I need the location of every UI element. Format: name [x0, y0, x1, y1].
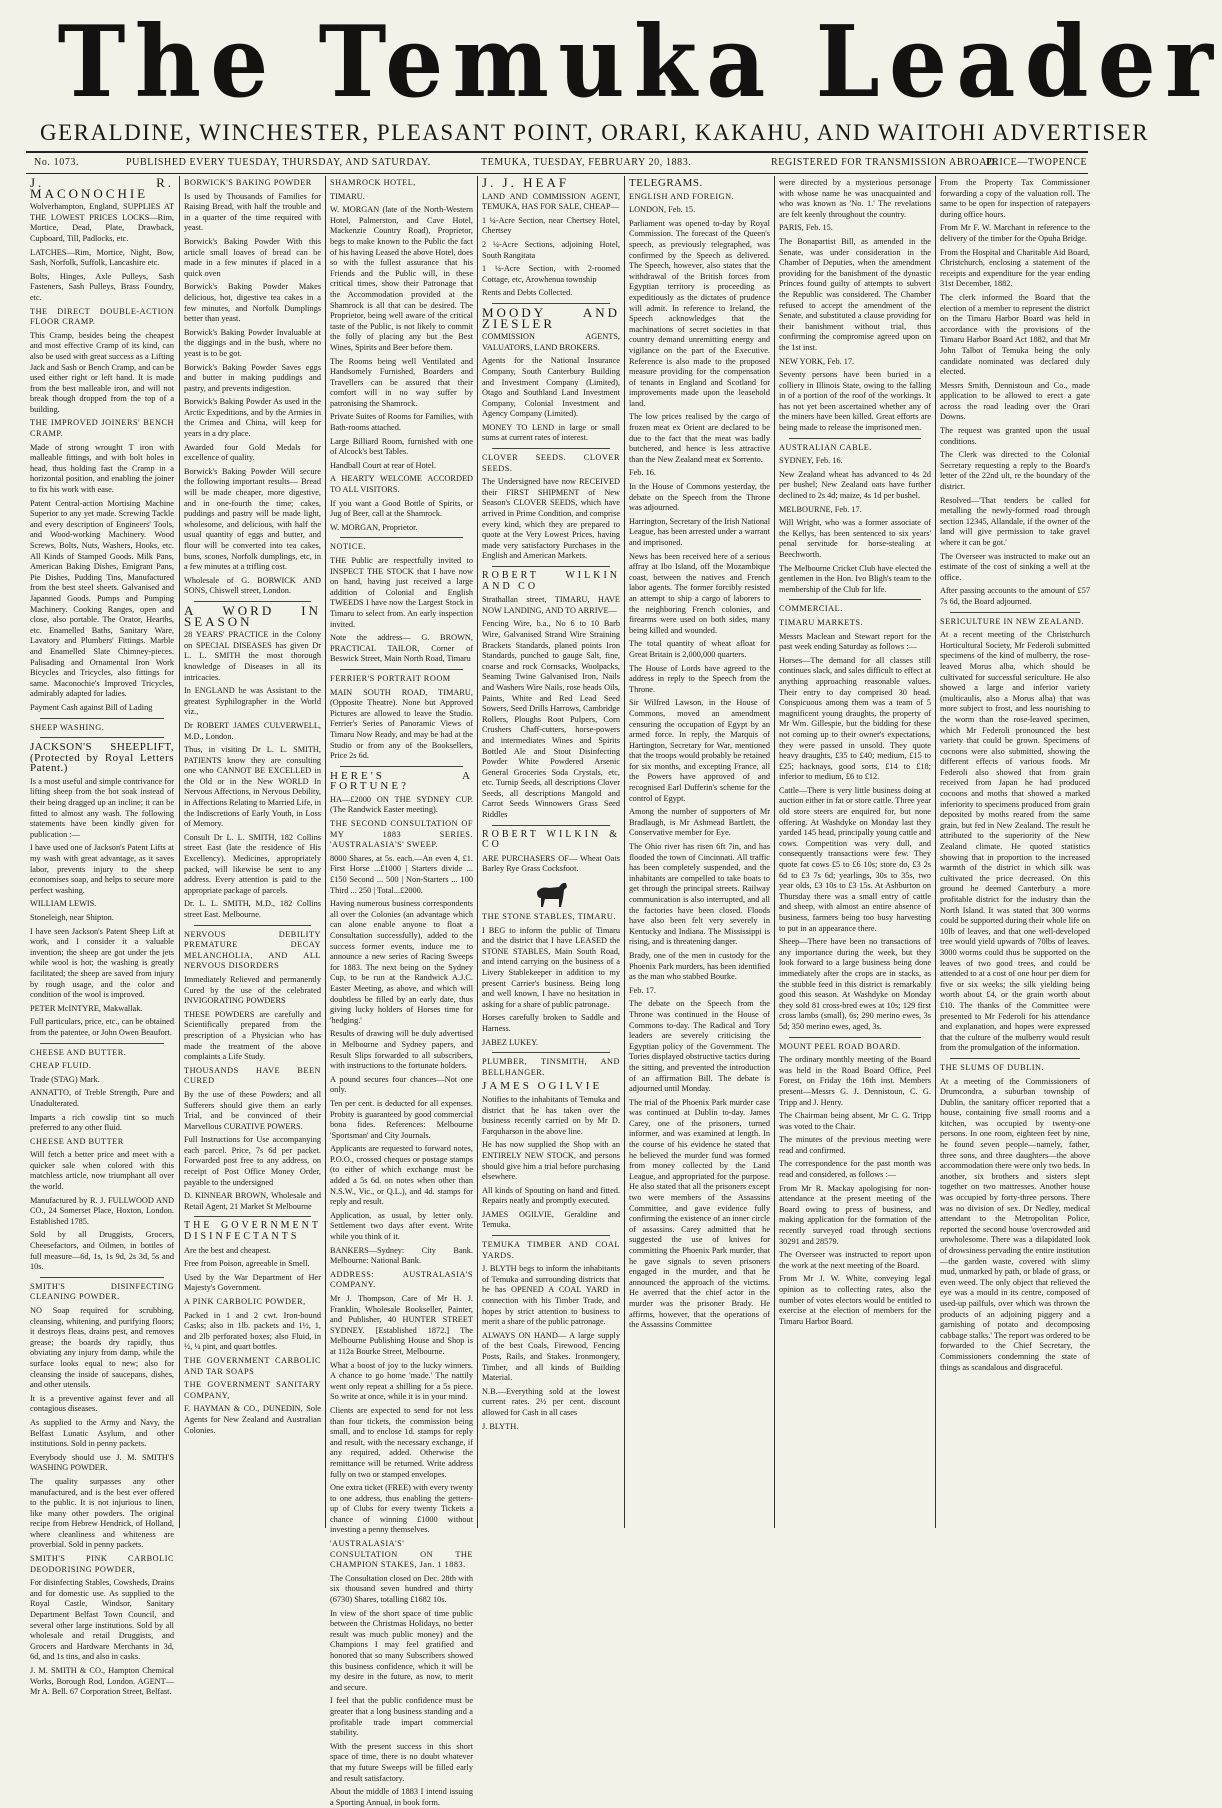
- horse-icon: [531, 878, 571, 910]
- dateline: PARIS, Feb. 15.: [779, 223, 833, 233]
- ad-text: Note the address— G. BROWN, PRACTICAL TAILOR, Corner of Beswick Street, Main North Road, Timaru: [330, 633, 473, 664]
- ad-text: He has now supplied the Shop with an ENTIRELY NEW STOCK, and persons should give him a trial before purchasing elsewhere.: [482, 1140, 620, 1182]
- ad-text: Results of drawing will be duly advertised in Melbourne and Sydney papers, and Result Slips forwarded to all subscribers, with instructions to the fortunate holders.: [330, 1029, 473, 1071]
- ad-text: Having numerous business correspondents all over the Colonies (an advantage which can alone enable anyone to float a Consultation successfully), added to the success former events, induce me to announce a new series of Racing Sweeps for 1883. The next being on the Sydney Cup, to be run at the Randwick A.J.C. Easter Meeting, as above, and which will doubtless be filled by an early date, thus giving lucky holders of Horses time for 'hedging.': [330, 899, 473, 1025]
- ad-heading: CHEAP FLUID.: [30, 1061, 92, 1071]
- ad-text: 2 ¼-Acre Sections, adjoining Hotel, South Rangitata: [482, 239, 620, 260]
- separator: [40, 1043, 164, 1044]
- ad-text: Application, as usual, by letter only. Settlement two days after event. Write while you think of it.: [330, 1210, 473, 1242]
- ad-subheading: PLUMBER, TINSMITH, AND BELLHANGER.: [482, 1057, 620, 1077]
- ad-text: Full particulars, price, etc., can be obtained from the patentee, or John Owen Beaufort.: [30, 1017, 174, 1037]
- column-rule: [774, 176, 775, 1528]
- article-text: The trial of the Phoenix Park murder case was continued at Dublin to-day. James Carey, one of the prisoners, turned informer, and was examined at length. In the course of his evidence he stated that he believed the murder fund was formed from money collected by the Land League, and appropriated for the purpose. He also stated that all the prisoners except two were members of the Assassins Committee, and gave evidence fully confirming the existence of an inner circle of assassins. Carey admitted that he suggested the use of knives for committing the Phoenix Park murder, that he gave signals to seven prisoners engaged in the murder, and that he announced the approach of the victims. He averred that the chief actor in the murder was the prisoner Brady. He affirms, however, that the operations of the Assassins Committee: [629, 1097, 770, 1330]
- article-text: The Ohio river has risen 6ft 7in, and has flooded the town of Cincinnati. All traffic has been completely suspended, and the inhabitants are compelled to take boats to get through the principal streets. Railway communication is also interrupted, and all the factories have been closed. Floods have also been felt very severely in Kentucky and Indiana. The Mississippi is rising, and is threatening danger.: [629, 842, 770, 947]
- ad-text: COMMISSION AGENTS, VALUATORS, LAND BROKERS.: [482, 332, 620, 352]
- ad-text: N.B.—Everything sold at the lowest current rates. 2½ per cent. discount allowed for Cash in all cases: [482, 1386, 620, 1417]
- ad-text: Ten per cent. is deducted for all expenses. Probity is guaranteed by good commercial bona fides. References: Melbourne 'Sportsman' and City Journals.: [330, 1098, 473, 1140]
- article-text: The Overseer was instructed to report upon the work at the next meeting of the Board.: [779, 1250, 931, 1270]
- article-text: Messrs Maclean and Stewart report for the past week ending Saturday as follows :—: [779, 631, 931, 652]
- article-text: The minutes of the previous meeting were read and confirmed.: [779, 1135, 931, 1155]
- ad-text: LATCHES—Rim, Mortice, Night, Bow, Sash, Norfolk, Suffolk, Lancashire etc.: [30, 247, 174, 268]
- ad-text: THE Public are respectfully invited to INSPECT THE STOCK that I have now on hand, having just received a large addition of Colonial and English TWEEDS I have now the Largest Stock in Timaru to select from. An early inspection invited.: [330, 556, 473, 629]
- ad-text: A pound secures four chances—Not one only.: [330, 1074, 473, 1095]
- ad-text: Imparts a rich cowslip tint so much preferred to any other fluid.: [30, 1112, 174, 1133]
- ad-text: Is a most useful and simple contrivance for lifting sheep from the hot soak instead of their being dragged up an incline; it can be fitted to almost any wash. The following statements have been kindly given for publication :—: [30, 776, 174, 839]
- article-text: Messrs Smith, Dennistoun and Co., made application to be allowed to erect a gate across the road leading over the Orari Downs.: [940, 380, 1090, 422]
- ad-heading: JAMES OGILVIE: [482, 1080, 603, 1093]
- ad-text: I feel that the public confidence must be greater that a long business standing and a profitable trade impart commercial stability.: [330, 1696, 473, 1738]
- ad-text: Are the best and cheapest.: [184, 1245, 271, 1255]
- separator: [194, 601, 311, 602]
- ad-text: As supplied to the Army and Navy, the Belfast Lunatic Asylum, and other institutions. Sold in penny packets.: [30, 1417, 174, 1449]
- ad-heading: CHEESE AND BUTTER.: [30, 1047, 127, 1057]
- separator: [492, 566, 610, 567]
- ad-heading: NOTICE.: [330, 542, 366, 552]
- article-text: New Zealand wheat has advanced to 4s 2d per bushel; New Zealand oats have further declined to 2s 4d; maize, 4s 1d per bushel.: [779, 469, 931, 501]
- ad-text: Agents for the National Insurance Company, South Canterbury Building and Investment Company (Limited), Otago and Southland Land Investment Company, Colonial Investment and Agency Company (Limited).: [482, 356, 620, 419]
- ad-subheading: THE GOVERNMENT SANITARY COMPANY,: [184, 1380, 321, 1400]
- signature: WILLIAM LEWIS.: [30, 899, 97, 909]
- ad-subheading: THE IMPROVED JOINERS' BENCH CRAMP.: [30, 418, 174, 439]
- ad-text: The Undersigned have now RECEIVED their FIRST SHIPMENT of New Season's CLOVER SEEDS, which have arrived in Prime Condition, and comprise every kind, which they are prepared to quote at the Very Lowest Prices, having made very satisfactory Purchases in the English and American Markets.: [482, 477, 620, 561]
- ad-text: Rents and Debts Collected.: [482, 288, 573, 298]
- ad-heading: HERE'S A FORTUNE?: [330, 769, 473, 793]
- article-text: The clerk informed the Board that the election of a member to represent the district on the Timaru Harbor Board was held in accordance with the provisions of the Timaru Harbor Board Act 1882, and that Mr John Talbot of Temuka being the only candidate nominated was declared duly elected.: [940, 292, 1090, 377]
- ad-text: Wholesale of G. BORWICK AND SONS, Chiswell street, London.: [184, 575, 321, 596]
- separator: [40, 1277, 164, 1278]
- ad-heading: THE STONE STABLES, TIMARU.: [482, 912, 616, 922]
- article-text: At a recent meeting of the Christchurch Horticultural Society, Mr Federoli submitted specimens of the kind of mulberry, the rose-leaved Morus alba, which should be cultivated for successful sericulture. He also showed a large and inferior variety (multicaulis, also a Morus alba) that was more subject to frost, and less nourishing to the worm than the rose-leaved specimen, which Mr Federoli pronounced the best variety that could be grown. Specimens of cocoons were also submitted, showing the different effects of various foods. Mr Federoli also showed that from grain received from Japan he had produced cocoons and moths that showed a marked inferiority to specimens produced from grain deposited by moths reared from the same grain, but fed in New Zealand. The result he attributed to the superiority of the New Zealand climate. He quoted statistics showing that in proportion to the increased warmth of the district in which silk was cultivated the price decreased. On this ground he deemed Canterbury a more profitable district for the industry than the North Island. It was stated that 300 worms could be supported during their whole life on 10lb of leaves, and that one well-developed tree would yield upwards of 70lbs of leaves. 3000 worms could thus be supported on the leaves of two good trees, and could be attended to at a cost of one hour per diem for five or six weeks; the silk yielding being worth about £4, or the grain worth about £10. The thanks of the Committee were presented to Mr Federoli for his attendance and explanation, and hopes were expressed that the culture of the mulberry would result from the promulgation of the information.: [940, 630, 1091, 1053]
- ad-text: W. MORGAN (late of the North-Western Hotel, Palmerston, and Cave Hotel, Mackenzie Country Road), Proprietor, begs to make known to the Public the fact of his having Leased the above Hotel, does so with the fullest assurance that his Friends and the Public will, in these critical times, show their Patronage that the Accommodation provided at the Shamrock is all that can be desired. The Proprietor, being well aware of the critical taste of the Public, is not likely to commit the folly of placing any but the Best Wines, Spirits and Beer before them.: [330, 205, 473, 352]
- article-text: Sir Wilfred Lawson, in the House of Commons, moved an amendment censuring the occupation of Egypt by an armed force. In reply, the Marquis of Hartington, Secretary for War, mentioned that the troops would probably be retained for six months, and excepting France, all the Powers have approved of and recognised Earl Dufferin's scheme for the control of Egypt.: [629, 698, 770, 803]
- ad-subheading: THOUSANDS HAVE BEEN CURED: [184, 1065, 321, 1086]
- ad-heading: SHAMROCK HOTEL,: [330, 178, 416, 187]
- ad-subheading: TIMARU.: [330, 191, 365, 201]
- section-heading: COMMERCIAL.: [779, 604, 843, 614]
- ad-text: Horses carefully broken to Saddle and Harness.: [482, 1013, 620, 1033]
- ad-subheading: ADDRESS: AUSTRALASIA'S COMPANY.: [330, 1269, 473, 1290]
- column-3-advertisements: [330, 178, 473, 1807]
- separator: [40, 737, 164, 738]
- ad-heading: CLOVER SEEDS. CLOVER SEEDS.: [482, 453, 620, 473]
- ad-heading: MOODY AND ZIESLER: [482, 304, 620, 331]
- ad-text: ALWAYS ON HAND— A large supply of the best Coals, Firewood, Fencing Posts, Rails, and Stakes. Ironmongery, Timber, and all kinds of Building Material.: [482, 1330, 620, 1383]
- ad-text: Will fetch a better price and meet with a quicker sale when colored with this matchless article, now triumphant all over the world.: [30, 1150, 174, 1192]
- dateline: SYDNEY, Feb. 16.: [779, 456, 843, 466]
- issue-number: No. 1073.: [34, 157, 80, 168]
- ad-text: If you want a Good Bottle of Spirits, or Jug of Beer, call at the Shamrock.: [330, 498, 473, 519]
- separator: [789, 1037, 921, 1038]
- article-text: Harrington, Secretary of the Irish National League, has been arrested under a warrant and imprisoned.: [629, 516, 770, 547]
- separator: [950, 612, 1080, 613]
- ad-text: Payment Cash against Bill of Lading: [30, 702, 153, 712]
- column-rule: [477, 176, 478, 1528]
- masthead: [20, 5, 1222, 123]
- column-rule: [624, 176, 625, 1528]
- ad-subheading: THE DIRECT DOUBLE-ACTION FLOOR CRAMP.: [30, 306, 174, 327]
- article-text: From the Hospital and Charitable Aid Board, Christchurch, enclosing a statement of the receipts and expenditure for the year ending 31st December, 1882.: [940, 247, 1090, 289]
- article-text: Sheep—There have been no transactions of any importance during the week, but they look forward to a large business being done immediately after the crops are in stacks, as the stubble feed in this district is remarkably good this season. At Washdyke on Monday they sold 81 cross-bred ewes at 10s; 129 first cross lambs (small), 6s; 290 merino ewes, 3s 5d; 350 merino ewes, aged, 3s.: [779, 937, 931, 1031]
- article-text: The Chairman being absent, Mr C. G. Tripp was voted to the Chair.: [779, 1111, 931, 1131]
- ad-text: The Consultation closed on Dec. 28th with six thousand seven hundred and thirty (6730) Shares, totalling £1682 10s.: [330, 1573, 473, 1605]
- ad-text: Notifies to the inhabitants of Temuka and district that he has taken over the business recently carried on by Mr D. Farquharson in the above line.: [482, 1094, 620, 1136]
- article-text: Resolved—'That tenders be called for metalling the newly-formed road through section 12345, Allandale, if the owner of the land will give permission to take gravel where it can be got.': [940, 495, 1090, 547]
- ad-subheading: A PINK CARBOLIC POWDER,: [184, 1297, 306, 1306]
- ad-subheading: 'AUSTRALASIA'S' CONSULTATION ON THE CHAMPION STAKES, Jan. 1 1883.: [330, 1539, 473, 1570]
- ad-text: Bolts, Hinges, Axle Pulleys, Sash Fasteners, Sash Pulleys, Brass Foundry, etc.: [30, 271, 174, 302]
- section-subheading: TIMARU MARKETS.: [779, 617, 864, 627]
- article-text: Seventy persons have been buried in a colliery in Illinois State, owing to the falling in of a portion of the roof of the workings. It has not yet been ascertained whether any of the miners have been killed. Great efforts are being made to release the imprisoned men.: [779, 370, 931, 433]
- ad-text: One extra ticket (FREE) with every twenty to one address, thus enabling the getters-up of Clubs for every twenty Tickets a chance of winning £1000 without investing a penny themselves.: [330, 1483, 473, 1535]
- ad-text: Borwick's Baking Powder Will secure the following important results— Bread will be made cheaper, more digestive, and in one-fourth the time; cakes, puddings and pastry will be made light, wholesome, and delicious, with half the usual quantity of eggs and butter, and flour will be converted into tea cakes, buns, scones, Norfolk dumplings, etc, in a few minutes at a trifling cost.: [184, 466, 321, 572]
- section-heading: MOUNT PEEL ROAD BOARD.: [779, 1041, 901, 1051]
- ad-text: HA—£2000 ON THE SYDNEY CUP. (The Randwick Easter meeting).: [330, 794, 473, 815]
- article-text: Horses—The demand for all classes still continues slack, and sales difficult to effect at anything approaching reasonable values. Their entry to day comprised 30 head. Conspicuous among them was a team of 5 magnificent young draughts, the property of Mr Wm. Gillespie, but the bidding for these not coming up to their owner's expectations, they were passed in unsold. They quote heavy draughts, £35 to £40; medium, £15 to £25; hacknays, good sorts, £14 to £18; inferior to medium, £6 to £12.: [779, 655, 931, 782]
- article-text: The Bonapartist Bill, as amended in the Senate, was under consideration in the Chamber of Deputies, when the amendment providing for the banishment of the dynastic Princes found guilty of attempts to subvert the Republic was considered. The Chamber refused to accept the amendment of the Senate, and substituted a clause providing for their banishment without trial, thus confirming the compromise agreed upon on the 1st inst.: [779, 236, 931, 352]
- ad-text: Is used by Thousands of Families for Raising Bread, with half the trouble and in a quarter of the time required with yeast.: [184, 191, 321, 233]
- ad-text: Patent Central-action Mortising Machine Superior to any yet made. Screwing Tackle and every description of Engineers' Tools, and Wood-working Machinery. Wood Screws, Bolts, Nuts, Washers, Hooks, etc. All Kinds of Stamped Goods. Milk Pans, American Baking Dishes, Emigrant Pans, Pie Dishes, Pudding Tins, Manufactured from the best steel sheets. Galvanised and Japanned Goods. Pumps and Pumping Machinery. Cooking Ranges, open and close, also portable. The Orator, Hearths, etc. Enamelled Baths, Sanitary Ware, Lavatory and Plumbers' Fittings. Marble and Enamelled Slate Chimney-pieces. Palisading and Ornamental Iron Work Bicycles and Tricycles, also fittings for same. Maconochie's Improved Tricycles, admirably adapted for ladies.: [30, 498, 174, 699]
- ad-text: LAND AND COMMISSION AGENT, TEMUKA, HAS FOR SALE, CHEAP—: [482, 191, 620, 212]
- ad-text: Full Instructions for Use accompanying each parcel. Price, 7s 6d per packet. Forwarded post free to any address, on receipt of Post Office Money Order, payable to the undersigned: [184, 1135, 321, 1187]
- column-rule: [325, 176, 326, 1528]
- separator: [340, 766, 463, 767]
- ad-text: Borwick's Baking Powder Makes delicious, hot, digestive tea cakes in a few minutes, and Norfolk Dumplings better than yeast.: [184, 282, 321, 324]
- ad-text: Borwick's Baking Powder Saves eggs and butter in making puddings and pastry, and prevents indigestion.: [184, 362, 321, 393]
- ad-text: 1 ¼-Acre Section, near Chertsey Hotel, Chertsey: [482, 215, 620, 236]
- section-heading: THE SLUMS OF DUBLIN.: [940, 1062, 1045, 1072]
- column-4-advertisements: [482, 175, 620, 1528]
- separator: [194, 925, 311, 926]
- article-text: The debate on the Speech from the Throne was continued in the House of Commons to-day. The Radical and Tory leaders are severely criticising the Egyptian policy of the Government. The Tories displayed obstructive tactics during the sitting, and prevented the introduction of an affirmation Bill. The debate is adjourned until Monday.: [629, 999, 770, 1094]
- ad-text: 28 YEARS' PRACTICE in the Colony on SPECIAL DISEASES has given Dr L. L. SMITH the most thorough knowledge of Diseases in all its intricacies.: [184, 630, 321, 682]
- article-text: From the Property Tax Commissioner forwarding a copy of the valuation roll. The same to be open for inspection of ratepayers during office hours.: [940, 178, 1090, 219]
- article-text: Brady, one of the men in custody for the Phoenix Park murders, has been identified as the man who stabbed Bourke.: [629, 950, 770, 982]
- ad-text: Packed in 1 and 2 cwt. Iron-bound Casks; also in 1lb. packets and 1½, 1, and 2lb perforated boxes; also Fluid, in ½, ¼ pint, and quart bottles.: [184, 1310, 321, 1352]
- ad-text: Manufactured by R. J. FULLWOOD AND CO., 24 Somerset Place, Hoxton, London. Established 1785.: [30, 1195, 174, 1226]
- ad-heading: BORWICK'S BAKING POWDER: [184, 178, 312, 187]
- ad-text: THESE POWDERS are carefully and Scientifically prepared from the prescription of a Physician who has made the treatment of the above complaints a Life Study.: [184, 1009, 321, 1062]
- section-subheading: ENGLISH AND FOREIGN.: [629, 191, 735, 201]
- article-text: The Overseer was instructed to make out an estimate of the cost of sinking a well at the office.: [940, 551, 1090, 582]
- separator: [492, 448, 610, 449]
- dateline: Feb. 16.: [629, 468, 656, 478]
- article-text: At a meeting of the Commissioners of Drumcondra, a suburban township of Dublin, the sanitary officer reported that a house, containing five small rooms and a kitchen, was occupied by twenty-one persons. In one room, eighteen feet by nine, he found seven people—namely, father, three sons, and three daughters—the above accommodation there were only two beds. In another, six brothers and sisters slept together on two mattresses. Another house was occupied by forty-three persons. There was no division of sex. Dr Nedley, medical attendant to the Metropolitan Police, reported the second house 'overcrowded and unwholesome. There was a dilapidated look of drowsiness pervading the entire institution—the garden waste, covered with slimy mud, unmarked by path, or blade of grass, or even weed. The only object that relieved the eye was a mould in its centre, composed of used-up pailfuls, over which was thrown the products of an adjoining piggery and a garnishing of potato and decomposing cabbage stalks.' The report was ordered to be forwarded to the Chief Secretary, the Commissioners condemning the state of things as scandalous and disgraceful.: [940, 1076, 1091, 1372]
- ad-heading: J. R. MACONOCHIE: [30, 175, 174, 201]
- signature: PETER McINTYRE, Makwallak.: [30, 1003, 143, 1013]
- masthead-title: The Temuka Leader: [57, 5, 1222, 120]
- article-text: After passing accounts to the amount of £57 7s 6d, the Board adjourned.: [940, 586, 1090, 606]
- article-text: The Melbourne Cricket Club have elected the gentlemen in the Hon. Ivo Bligh's team to the membership of the Club for life.: [779, 563, 931, 594]
- ad-text: With the present success in this short space of time, there is no doubt whatever that my future Sweeps will be filled early and result satisfactory.: [330, 1741, 473, 1783]
- signature: JABEZ LUKEY.: [482, 1037, 539, 1047]
- publication-schedule: PUBLISHED EVERY TUESDAY, THURSDAY, AND SATURDAY.: [126, 157, 431, 168]
- place: Stoneleigh, near Shipton.: [30, 913, 114, 922]
- ad-text: Mr J. Thompson, Care of Mr H. J. Franklin, Wholesale Bookseller, Painter, and Publisher, 40 HUNTER STREET SYDNEY. [Established 1872.] The Melbourne Publishing House and Shop is at 112a Bourke Street, Melbourne.: [330, 1294, 473, 1356]
- article-text: News has been received here of a serious affray at Ibo Island, off the Mozambique coast, between the natives and French labor agents. The former forcibly resisted an attempt to ship a cargo of laborers to the neighboring French colonies, and firearms were used on both sides, many being killed and wounded.: [629, 551, 770, 635]
- article-text: Will Wright, who was a former associate of the Kellys, has been sentenced to six years' penal servitude for horse-stealing at Beechworth.: [779, 518, 931, 559]
- dateline: LONDON, Feb. 15.: [629, 205, 696, 215]
- article-text: From Mr J. W. White, conveying legal opinion as to collecting rates, also the number of votes electors would be entitled to exercise at the election of members for the Timaru Harbor Board.: [779, 1274, 931, 1326]
- ad-subheading: CHEESE AND BUTTER: [30, 1136, 124, 1146]
- ad-text: Handball Court at rear of Hotel.: [330, 460, 436, 470]
- ad-text: Dr ROBERT JAMES CULVERWELL, M.D., London.: [184, 720, 321, 741]
- ad-text: By the use of these Powders; and all Sufferers should give them an early Trial, and be convinced of their Marvellous CURATIVE POWERS.: [184, 1089, 321, 1131]
- ad-heading: THE GOVERNMENT DISINFECTANTS: [184, 1220, 321, 1243]
- dateline: Feb. 17.: [629, 985, 656, 995]
- separator: [492, 825, 610, 826]
- ad-text: Awarded four Gold Medals for excellence of quality.: [184, 442, 321, 463]
- ad-text: MAIN SOUTH ROAD, TIMARU, (Opposite Theatre). None but Approved Pictures are allowed to leave the Studio. Ferrier's Series of Panoramic Views of Timaru Now Ready, and may be had at the Studio or from any of the Booksellers, Price 2s 6d.: [330, 687, 473, 761]
- issue-dateline: TEMUKA, TUESDAY, FEBRUARY 20, 1883.: [481, 157, 692, 168]
- separator: [492, 303, 610, 304]
- separator: [950, 1058, 1080, 1059]
- issue-info-bar: [26, 151, 1088, 174]
- separator: [789, 599, 921, 600]
- ad-text: About the middle of 1883 I intend issuing a Sporting Annual, in book form.: [330, 1787, 473, 1807]
- ad-text: Free from Poison, agreeable in Smell.: [184, 1259, 310, 1269]
- signature: W. MORGAN, Proprietor.: [330, 522, 418, 532]
- ad-text: Borwick's Baking Powder As used in the Arctic Expeditions, and by the Armies in the Crimea and China, will keep for years in a dry place.: [184, 397, 321, 439]
- ad-text: F. HAYMAN & CO., DUNEDIN, Sole Agents for New Zealand and Australian Colonies.: [184, 1404, 321, 1435]
- separator: [789, 438, 921, 439]
- ad-text: Large Billiard Room, furnished with one of Alcock's best Tables.: [330, 436, 473, 457]
- separator: [340, 537, 463, 538]
- ad-text: Clients are expected to send for not less than four tickets, the commission being small, and to enclose 1d. stamps for reply and result, with the necessary exchange, if any required, added. Otherwise the remittance will be returned. Write address fully on two or stamped envelopes.: [330, 1405, 473, 1479]
- ad-text: This Cramp, besides being the cheapest and most effective Cramp of its kind, can also be used with great success as a Lifting Jack and Sash or Bench Cramp, and can be used either right or left hand. It is made from the best malleable iron, and will not break though dropped from the top of a building.: [30, 330, 174, 414]
- ad-text: Everybody should use J. M. SMITH'S WASHING POWDER.: [30, 1452, 174, 1473]
- ad-text: Sold by all Druggists, Grocers, Cheesefactors, and Oilmen, in bottles of full measure—6d, 1s, 1s 9d, 2s 3d, 5s and 10s.: [30, 1230, 174, 1272]
- ad-text: I have used one of Jackson's Patent Lifts at my wash with great advantage, as it saves labor, prevents injury to the sheep economises soap, and helps to secure more perfect washing.: [30, 843, 174, 895]
- separator: [492, 1235, 610, 1236]
- ad-text: ANNATTO, of Treble Strength, Pure and Unadulterated.: [30, 1088, 174, 1108]
- ad-text: 1 ¼-Acre Section, with 2-roomed Cottage, etc, Arowhenua township: [482, 264, 620, 284]
- section-heading: TELEGRAMS.: [629, 177, 703, 189]
- ad-text: D. KINNEAR BROWN, Wholesale and Retail Agent, 21 Market St Melbourne: [184, 1191, 321, 1211]
- ad-text: Borwick's Baking Powder With this article small loaves of bread can be made in a few minutes if placed in a quick oven: [184, 236, 321, 278]
- column-rule: [179, 176, 180, 1528]
- separator: [194, 1216, 311, 1217]
- ad-text: Private Suites of Rooms for Families, with Bath-rooms attached.: [330, 412, 473, 433]
- ad-text: Made of strong wrought T iron with malleable fittings, and with bolt holes in head, thus holding fast the Cramp in a horizontal position, and enabling the joiner to fix his work with ease.: [30, 442, 174, 495]
- ad-heading: A WORD IN SEASON: [184, 602, 321, 629]
- separator: [40, 718, 164, 719]
- article-text: were directed by a mysterious personage with whose name he was unacquainted and who was known as 'No. 1.' The revelations are felt keenly throughout the country.: [779, 178, 931, 219]
- article-text: From Mr F. W. Marchant in reference to the delivery of the timber for the Opuha Bridge.: [940, 223, 1090, 243]
- ad-text: Trade (STAG) Mark.: [30, 1074, 100, 1084]
- ad-text: Strathallan street, TIMARU, HAVE NOW LANDING, AND TO ARRIVE—: [482, 595, 620, 615]
- ad-text: Fencing Wire, b.a., No 6 to 10 Barb Wire, Galvanised Strand Wire Straining Brackets Standards, planed points Iron Standards, punched to gauge Salt, fine, coarse and rock Cornsacks, Woolpacks, Seaming Twine Galvanised Iron, Nails and Washers Wire Nails, rose heads Oils, Paints, White and Red Lead Seed Sowers, Seed Drills Harrows, Cambridge Rollers, Ploughs Root Pulpers, Corn Crushers Chaff-cutters, horse-powers and intermediates Wines and Spirits Bottled Ale and Stout Disinfecting Powder White Powdered Arsenic General Groceries Soda Crystals, etc, etc. Turnip Seeds, all descriptions Clover Seeds, all descriptions Mangold and Carrot Seeds Winnowers Grass Seed Riddles: [482, 619, 620, 820]
- ad-heading: ROBERT WILKIN & CO: [482, 828, 620, 851]
- column-rule: [935, 176, 936, 1528]
- ad-heading: SHEEP WASHING.: [30, 722, 105, 732]
- article-text: The total quantity of wheat afloat for Great Britain is 2,000,000 quarters.: [629, 639, 770, 659]
- section-heading: AUSTRALIAN CABLE.: [779, 442, 872, 452]
- article-text: The ordinary monthly meeting of the Board was held in the Road Board Office, Peel Forest, on Friday the 16th inst. Members present—Messrs G. J. Dennistoun, C. G. Tripp and J. Henry.: [779, 1055, 931, 1107]
- ad-text: Dr. L. L. SMITH, M.D., 182 Collins street East. Melbourne.: [184, 899, 321, 919]
- ad-text: For disinfecting Stables, Cowsheds, Drains and for domestic use. As supplied to the Royal Castle, Windsor, Sanitary Department Belfast Town Council, and several other large institutions. Sold by all wholesale and retail Druggists, and Grocers and Hardware Merchants in 3d, 6d, and 1s tins, and also in casks.: [30, 1578, 174, 1662]
- ad-text: What a boost of joy to the lucky winners. A chance to go home 'made.' The nattily went only repeat a shilling for a 5s piece. So write at once, while it is in your mind.: [330, 1360, 473, 1402]
- section-heading: SERICULTURE IN NEW ZEALAND.: [940, 616, 1084, 626]
- column-2-advertisements: [184, 178, 321, 1528]
- ad-text: In view of the short space of time public between the Christmas Holidays, no better result was much public money) and the Champions I may feel gratified and honored that so many Subscribers showed this business confidence, which it will be my desire in the future, as now, to merit and secure.: [330, 1608, 473, 1692]
- ad-text: I BEG to inform the public of Timaru and the district that I have LEASED the STONE STABLES, Main South Road, and intend carrying on the business of a Livery Stablekeeper in addition to my present Carrier's business. Being long and well known, I have no hesitation in asking for a share of public patronage.: [482, 925, 620, 1009]
- ad-heading: SMITH'S DISINFECTING CLEANING POWDER.: [30, 1281, 174, 1302]
- ad-text: The Rooms being well Ventilated and Handsomely Furnished, Boarders and Travellers can be assured that their comfort will in no way suffer by patronising the Shamrock.: [330, 356, 473, 408]
- separator: [492, 1052, 610, 1053]
- masthead-subtitle: GERALDINE, WINCHESTER, PLEASANT POINT, ORARI, KAKAHU, AND WAITOHI ADVERTISER: [40, 120, 1150, 145]
- ad-heading: ROBERT WILKIN AND CO: [482, 570, 620, 592]
- ad-text: J. BLYTH begs to inform the inhabitants of Temuka and surrounding districts that he has OPENED A COAL YARD in connection with his Timber Trade, and hopes by strict attention to business to merit a share of the public patronage.: [482, 1264, 620, 1327]
- ad-text: Thus, in visiting Dr L. L. SMITH, PATIENTS know they are consulting one who CANNOT BE EXCELLED in the Old or in the New WORLD In Nervous Affections, in Nervous Debility, in Affections Relating to Married Life, in the Indiscretions of Early Youth, in Loss of Memory.: [184, 745, 321, 829]
- ad-text: Immediately Relieved and permanently Cured by the use of the celebrated INVIGORATING POWDERS: [184, 974, 321, 1006]
- article-text: Among the number of supporters of Mr Bradlaugh, is Mr Ashmead Bartlett, the Conservative member for Eye.: [629, 807, 770, 838]
- article-text: The low prices realised by the cargo of frozen meat ex Orient are declared to be due to the fact that the meat was badly butchered, and hence is less attractive than the New Zealand meat ex Sorrento.: [629, 412, 770, 464]
- ad-text: BANKERS—Sydney: City Bank. Melbourne: National Bank.: [330, 1245, 473, 1266]
- ad-text: It is a preventive against fever and all contagious diseases.: [30, 1393, 174, 1414]
- ad-text: A HEARTY WELCOME ACCORDED TO ALL VISITORS.: [330, 474, 473, 495]
- ad-text: Used by the War Department of Her Majesty's Government.: [184, 1272, 321, 1293]
- ad-text: J. M. SMITH & CO., Hampton Chemical Works, Borough Rod, London. AGENT—Mr A. Bell. 67 Corporation Street, Belfast.: [30, 1666, 174, 1697]
- dateline: MELBOURNE, Feb. 17.: [779, 504, 862, 514]
- ad-text: MONEY TO LEND in large or small sums at current rates of interest.: [482, 422, 620, 443]
- ad-heading: TEMUKA TIMBER AND COAL YARDS.: [482, 1240, 620, 1260]
- ad-text: All kinds of Spouting on hand and fitted. Repairs neatly and promptly executed.: [482, 1185, 620, 1206]
- issue-price: PRICE—TWOPENCE: [986, 157, 1088, 168]
- ad-text: Applicants are requested to forward notes, P.O.O., crossed cheques or postage stamps (to either of which exchange must be added a 5s 6d. on notes when other than N.S.W., Vic., or Q.L.), and 4d. stamps for reply and result.: [330, 1144, 473, 1207]
- article-text: Cattle—There is very little business doing at auction either in fat or store cattle. Three year old store steers are enquired for, but none offering. At Washdyke on Monday last they yarded 145 head, principally young cattle and cows. Competition was very dull, and consequently transactions were few. They quote fat cows £5 to £6 10s; store do, £3 2s 6d to £3 7s 6d; yearlings, 30s to 35s, two year olds, £3 10s to £3 15s. At Ashburton on Thursday there was a small entry of cattle and sheep, with almost an entire absence of business, farmers being too busy harvesting to put in an appearance there.: [779, 785, 931, 933]
- article-text: In the House of Commons yesterday, the debate on the Speech from the Throne was adjourned.: [629, 482, 770, 513]
- column-6-news: [779, 178, 931, 1528]
- column-1-advertisements: [30, 175, 174, 1697]
- article-text: The correspondence for the past month was read and considered, as follows :—: [779, 1159, 931, 1180]
- article-text: The request was granted upon the usual conditions.: [940, 426, 1090, 446]
- ad-text: The quality surpasses any other manufactured, and is the best ever offered to the public. It is not injurious to linen, like many other powders. The original recipe from Hebrew Hendrick, of Holland, where cleanliness and whiteness are proverbial. Sold in penny packets.: [30, 1476, 174, 1550]
- ad-subheading: THE SECOND CONSULTATION OF MY 1883 SERIES. 'AUSTRALASIA'S' SWEEP.: [330, 819, 473, 850]
- ad-heading: FERRIER'S PORTRAIT ROOM: [330, 673, 451, 683]
- article-text: Parliament was opened to-day by Royal Commission. The forecast of the Queen's speech, as previously telegraphed, was confirmed by the Speech as delivered. The Speech, however, also states that the withdrawal of the British forces from Egyptian territory is proceeding as expeditiously as the dictates of prudence will admit. In reference to Ireland, the Speech acknowledges that the machinations of secret societies in that country demand unremitting energy and vigilance on the part of the Executive. Reference is also made to the proposed measure providing for the compensation of tenants in England and Scotland for improvements made upon the leasehold land.: [629, 218, 770, 408]
- ad-text: Wolverhampton, England, SUPPLIES AT THE LOWEST PRICES LOCKS—Rim, Mortice, Dead, Plate, Drawback, Cupboard, Till, Padlocks, etc.: [30, 202, 174, 243]
- registration-note: REGISTERED FOR TRANSMISSION ABROAD.: [771, 157, 998, 168]
- ad-heading: J. J. HEAF: [482, 175, 570, 190]
- ad-text: In ENGLAND he was Assistant to the greatest Syphilographer in the World viz.,: [184, 686, 321, 717]
- ad-heading: JACKSON'S SHEEPLIFT, (Protected by Royal Letters Patent.): [30, 741, 174, 775]
- separator: [340, 669, 463, 670]
- ad-text: Borwick's Baking Powder Invaluable at the diggings and in the bush, where no yeast is to be got.: [184, 327, 321, 358]
- ad-text: NO Soap required for scrubbing, cleansing, whitening, and purifying floors; it destroys fleas, drains pest, and removes grease; the boards dry rapidly, thus obviating any injury from damp, while the surface looks equal to new; also for cleansing the inside of saucepans, dishes, and other utensils.: [30, 1306, 174, 1390]
- article-text: The Clerk was directed to the Colonial Secretary requesting a reply to the Board's letter of the 22nd ult, re the boundary of the district.: [940, 450, 1090, 492]
- ad-text: Consult Dr L. L. SMITH, 182 Collins street East (late the residence of His Excellency). Medicines, appropriately packed, will likewise be sent to any address. Every attention is paid to the appropriate package of parcels.: [184, 832, 321, 895]
- column-7-news: [940, 178, 1090, 1528]
- ad-text: I have seen Jackson's Patent Sheep Lift at work, and I consider it a valuable invention; the sheep are got under the jets while wool is hot; the washing is greatly facilitated; the sheep are saved from injury by rough usage, and the color and condition of the wool is improved.: [30, 926, 174, 1000]
- ad-subheading: THE GOVERNMENT CARBOLIC AND TAR SOAPS: [184, 1355, 321, 1376]
- ad-heading: NERVOUS DEBILITY PREMATURE DECAY MELANCHOLIA, AND ALL NERVOUS DISORDERS: [184, 929, 321, 971]
- signature: JAMES OGILVIE, Geraldine and Temuka.: [482, 1209, 620, 1230]
- ad-text: 8000 Shares, at 5s. each.—An even 4, £1. First Horse ...£1000 | Starters divide ...£150 Second ... 500 | Non-Starters ... 100 Third ... 250 | Total...£2000.: [330, 853, 473, 895]
- ad-text: ARE PURCHASERS OF— Wheat Oats Barley Rye Grass Cocksfoot.: [482, 853, 620, 874]
- dateline: NEW YORK, Feb. 17.: [779, 356, 855, 366]
- ad-subheading: SMITH'S PINK CARBOLIC DEODORISING POWDER,: [30, 1554, 174, 1574]
- article-text: The House of Lords have agreed to the address in reply to the Speech from the Throne.: [629, 663, 770, 694]
- article-text: From Mr R. Mackay apologising for non-attendance at the present meeting of the Board owing to press of business, and making application for the formation of the recently surveyed road through sections 30291 and 28579.: [779, 1183, 931, 1246]
- signature: J. BLYTH.: [482, 1421, 519, 1431]
- column-5-telegrams: [629, 178, 770, 1528]
